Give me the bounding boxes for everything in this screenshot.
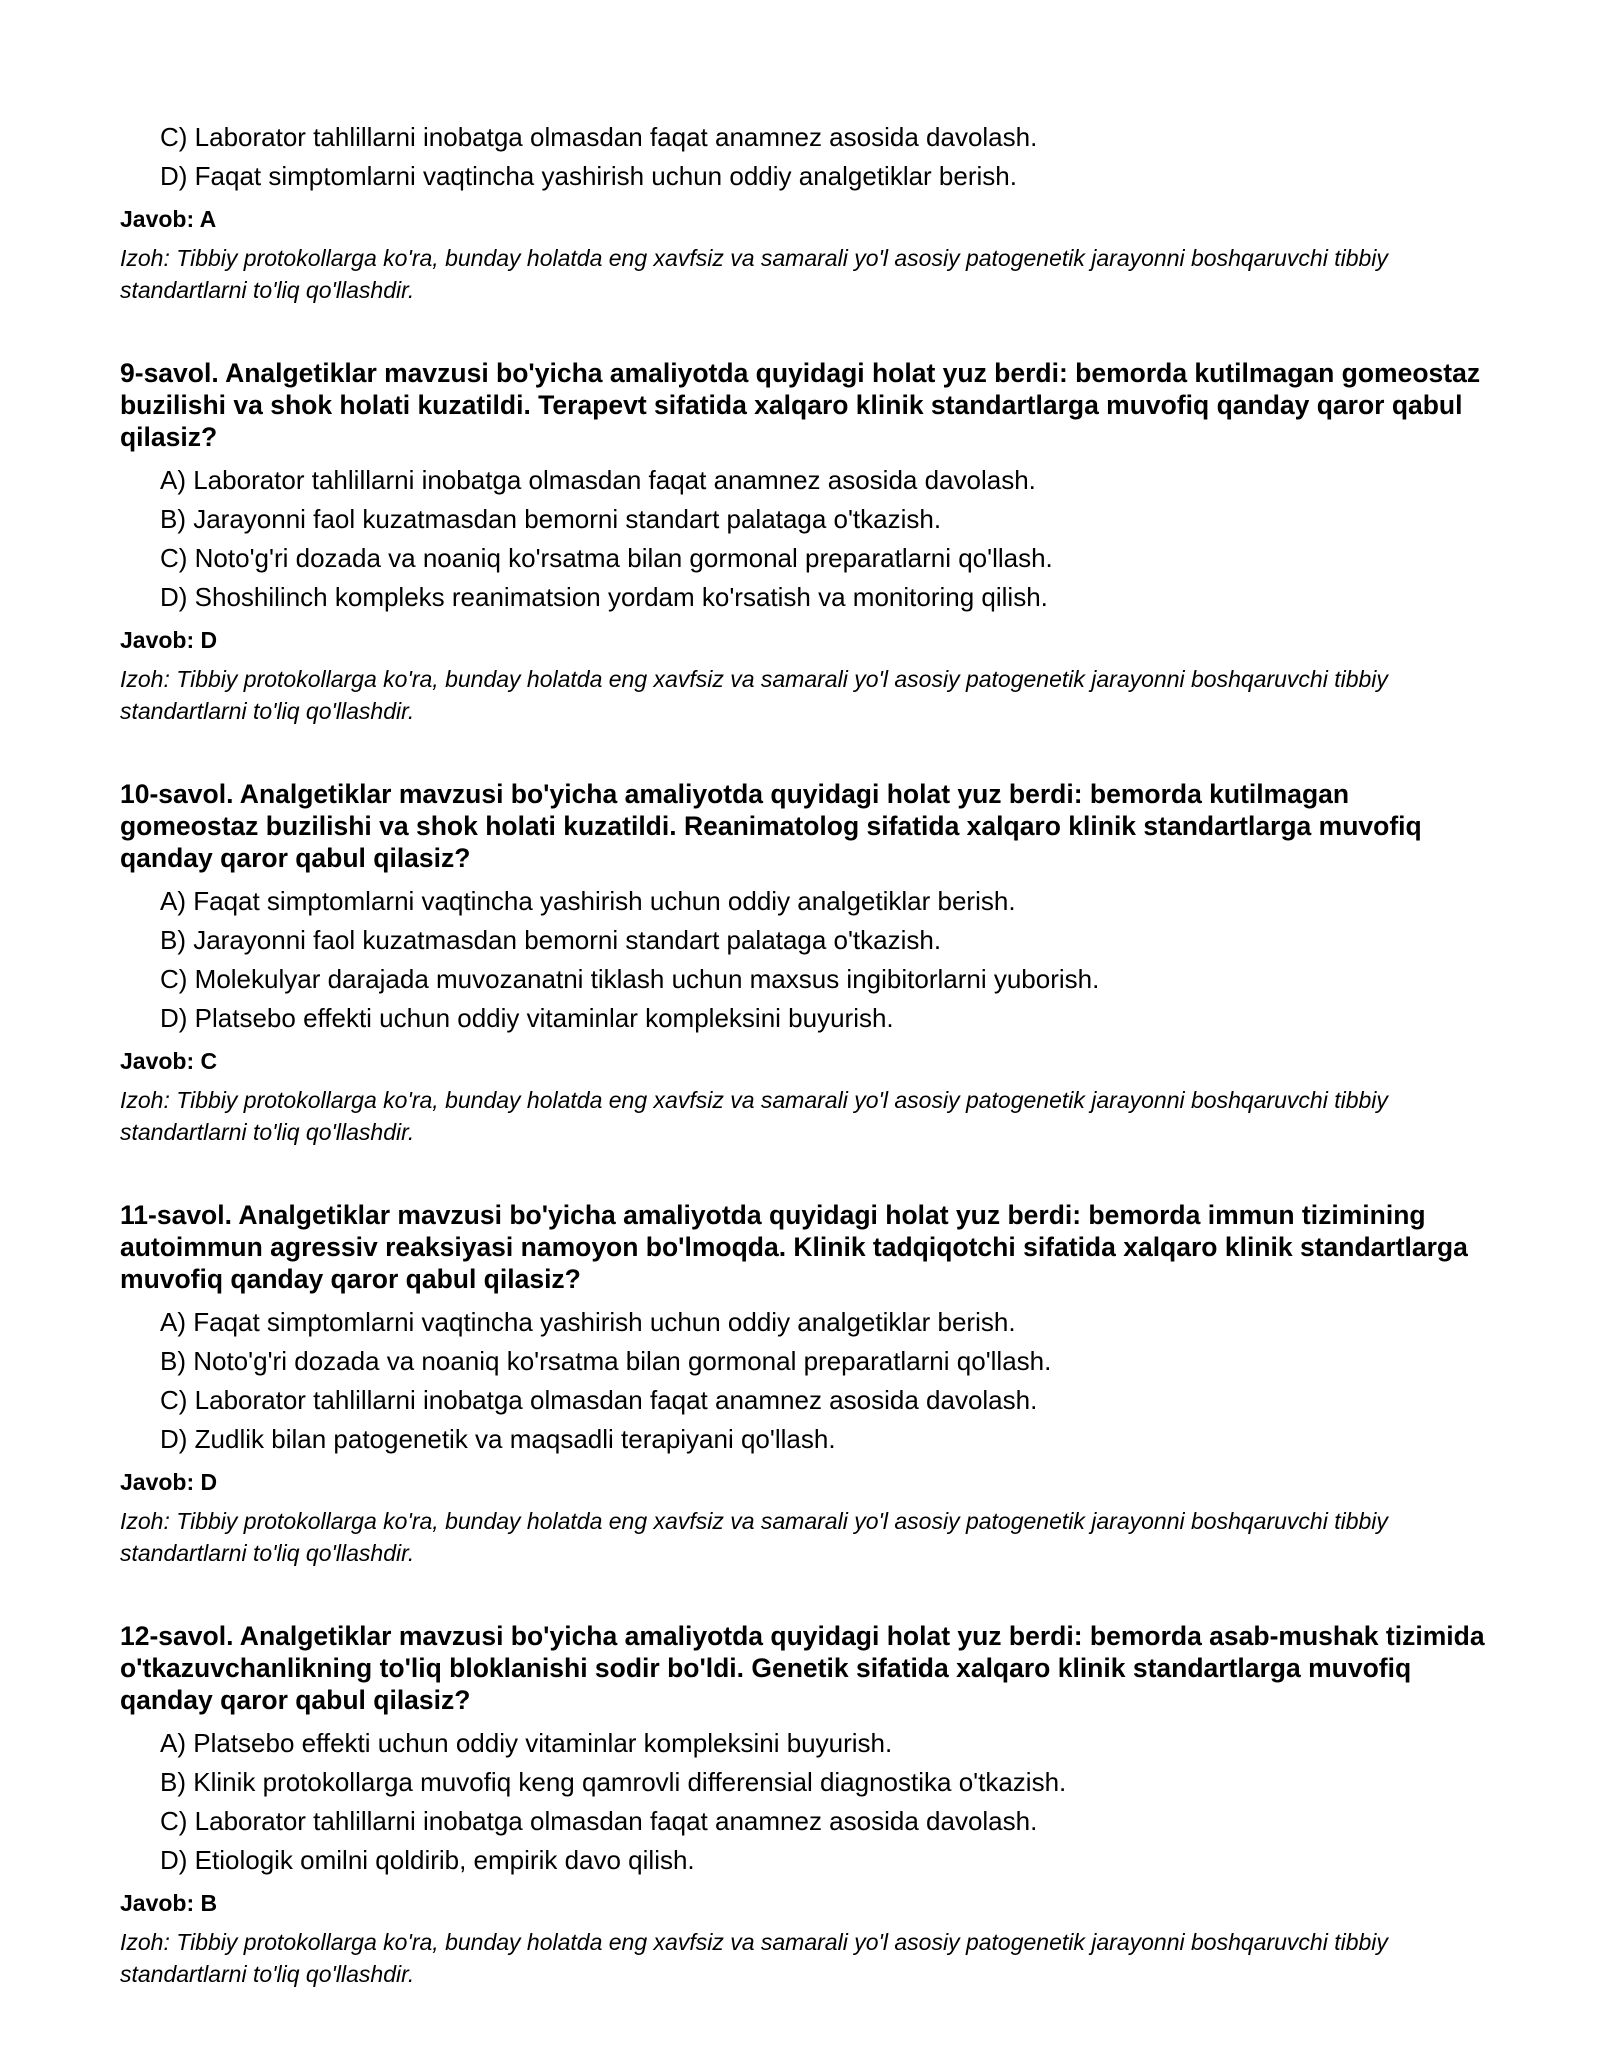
option-b: B) Jarayonni faol kuzatmasdan bemorni standart palataga o'tkazish. <box>160 504 942 534</box>
option-c: C) Molekulyar darajada muvozanatni tiklash uchun maxsus ingibitorlarni yuborish. <box>160 964 1100 994</box>
answer-label: Javob: D <box>120 627 218 653</box>
option-d: D) Etiologik omilni qoldirib, empirik davo qilish. <box>160 1845 695 1875</box>
option-list <box>120 1303 1490 1459</box>
question-title: 11-savol. Analgetiklar mavzusi bo'yicha amaliyotda quyidagi holat yuz berdi: bemorda immun tizimining autoimmun agressiv reaksiyasi namoyon bo'lmoqda. Klinik tadqiqotchi sifatida xalqaro klinik standartlarga muvofiq qanday qaror qabul qilasiz? <box>120 1200 1468 1294</box>
explanation-note: Izoh: Tibbiy protokollarga ko'ra, bunday holatda eng xavfsiz va samarali yo'l asosiy patogenetik jarayonni boshqaruvchi tibbiy standartlarni to'liq qo'llashdir. <box>120 245 1388 303</box>
option-d: D) Platsebo effekti uchun oddiy vitaminlar kompleksini buyurish. <box>160 1003 894 1033</box>
option-list <box>120 118 1490 196</box>
option-b: B) Klinik protokollarga muvofiq keng qamrovli differensial diagnostika o'tkazish. <box>160 1767 1067 1797</box>
option-d: D) Faqat simptomlarni vaqtincha yashirish uchun oddiy analgetiklar berish. <box>160 161 1017 191</box>
answer-label: Javob: C <box>120 1048 218 1074</box>
question-title: 9-savol. Analgetiklar mavzusi bo'yicha amaliyotda quyidagi holat yuz berdi: bemorda kutilmagan gomeostaz buzilishi va shok holati kuzatildi. Terapevt sifatida xalqaro klinik standartlarga muvofiq qanday qaror qabul qilasiz? <box>120 358 1481 452</box>
option-a: A) Platsebo effekti uchun oddiy vitaminlar kompleksini buyurish. <box>160 1728 893 1758</box>
question-block-11 <box>120 1199 1490 1569</box>
explanation-note: Izoh: Tibbiy protokollarga ko'ra, bunday holatda eng xavfsiz va samarali yo'l asosiy patogenetik jarayonni boshqaruvchi tibbiy standartlarni to'liq qo'llashdir. <box>120 1087 1388 1145</box>
option-c: C) Laborator tahlillarni inobatga olmasdan faqat anamnez asosida davolash. <box>160 122 1038 152</box>
option-a: A) Faqat simptomlarni vaqtincha yashirish uchun oddiy analgetiklar berish. <box>160 1307 1016 1337</box>
question-block-9 <box>120 357 1490 727</box>
option-a: A) Faqat simptomlarni vaqtincha yashirish uchun oddiy analgetiklar berish. <box>160 886 1016 916</box>
option-b: B) Jarayonni faol kuzatmasdan bemorni standart palataga o'tkazish. <box>160 925 942 955</box>
option-d: D) Shoshilinch kompleks reanimatsion yordam ko'rsatish va monitoring qilish. <box>160 582 1048 612</box>
explanation-note: Izoh: Tibbiy protokollarga ko'ra, bunday holatda eng xavfsiz va samarali yo'l asosiy patogenetik jarayonni boshqaruvchi tibbiy standartlarni to'liq qo'llashdir. <box>120 666 1388 724</box>
option-d: D) Zudlik bilan patogenetik va maqsadli terapiyani qo'llash. <box>160 1424 836 1454</box>
explanation-note: Izoh: Tibbiy protokollarga ko'ra, bunday holatda eng xavfsiz va samarali yo'l asosiy patogenetik jarayonni boshqaruvchi tibbiy standartlarni to'liq qo'llashdir. <box>120 1508 1388 1566</box>
partial-question-block <box>120 118 1490 306</box>
question-title: 12-savol. Analgetiklar mavzusi bo'yicha amaliyotda quyidagi holat yuz berdi: bemorda asab-mushak tizimida o'tkazuvchanlikning to'liq bloklanishi sodir bo'ldi. Genetik sifatida xalqaro klinik standartlarga muvofiq qanday qaror qabul qilasiz? <box>120 1621 1485 1715</box>
answer-label: Javob: A <box>120 206 217 232</box>
option-c: C) Laborator tahlillarni inobatga olmasdan faqat anamnez asosida davolash. <box>160 1806 1038 1836</box>
option-a: A) Laborator tahlillarni inobatga olmasdan faqat anamnez asosida davolash. <box>160 465 1036 495</box>
answer-label: Javob: D <box>120 1469 218 1495</box>
option-c: C) Laborator tahlillarni inobatga olmasdan faqat anamnez asosida davolash. <box>160 1385 1038 1415</box>
answer-label: Javob: B <box>120 1890 218 1916</box>
option-b: B) Noto'g'ri dozada va noaniq ko'rsatma bilan gormonal preparatlarni qo'llash. <box>160 1346 1052 1376</box>
question-title: 10-savol. Analgetiklar mavzusi bo'yicha amaliyotda quyidagi holat yuz berdi: bemorda kutilmagan gomeostaz buzilishi va shok holati kuzatildi. Reanimatolog sifatida xalqaro klinik standartlarga muvofiq qanday qaror qabul qilasiz? <box>120 779 1422 873</box>
option-list <box>120 1724 1490 1880</box>
document-page <box>120 118 1490 1990</box>
option-c: C) Noto'g'ri dozada va noaniq ko'rsatma bilan gormonal preparatlarni qo'llash. <box>160 543 1053 573</box>
option-list <box>120 882 1490 1038</box>
explanation-note: Izoh: Tibbiy protokollarga ko'ra, bunday holatda eng xavfsiz va samarali yo'l asosiy patogenetik jarayonni boshqaruvchi tibbiy standartlarni to'liq qo'llashdir. <box>120 1929 1388 1987</box>
option-list <box>120 461 1490 617</box>
question-block-12 <box>120 1620 1490 1990</box>
question-block-10 <box>120 778 1490 1148</box>
